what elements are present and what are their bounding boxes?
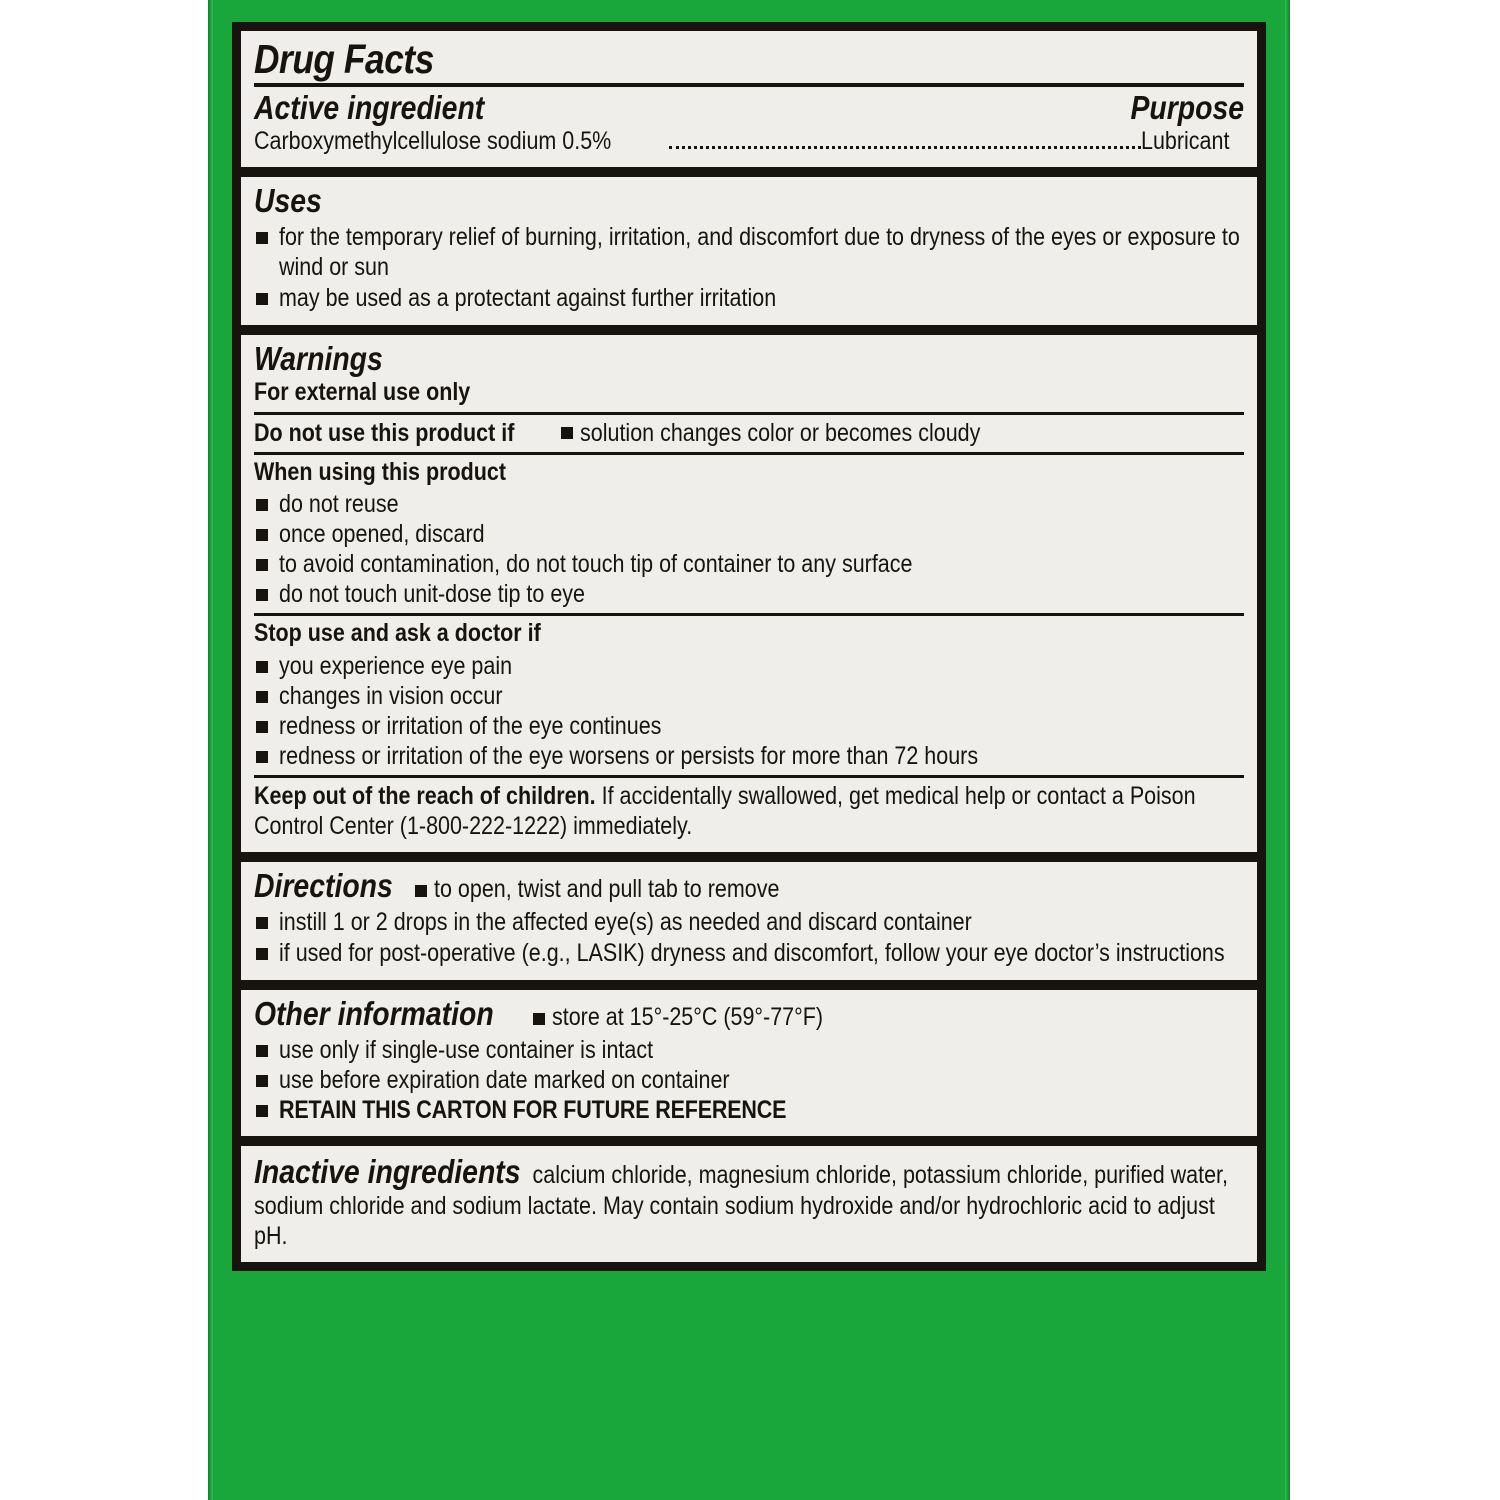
when-using-item xyxy=(254,489,1244,519)
other-information-item-text: use before expiration date marked on container xyxy=(279,1065,730,1094)
stop-use-item-text: you experience eye pain xyxy=(279,651,513,680)
keep-out-of-reach xyxy=(254,781,1244,841)
directions-list xyxy=(254,907,1244,968)
stop-use-item-text: changes in vision occur xyxy=(279,681,503,710)
retain-carton-text: RETAIN THIS CARTON FOR FUTURE REFERENCE xyxy=(279,1095,787,1124)
other-information-list xyxy=(254,1035,1244,1125)
panel-other-information xyxy=(241,990,1257,1136)
other-information-item xyxy=(254,1065,1244,1095)
uses-heading: Uses xyxy=(254,182,322,220)
active-ingredient-name: Carboxymethylcellulose sodium 0.5% xyxy=(254,127,612,156)
when-using-item-text: do not reuse xyxy=(279,490,399,519)
stop-use-item xyxy=(254,681,1244,711)
external-use-only: For external use only xyxy=(254,378,471,407)
product-carton xyxy=(208,0,1290,1500)
do-not-use-label: Do not use this product if xyxy=(254,418,515,447)
panel-directions xyxy=(241,862,1257,980)
keep-out-bold-lead: Keep out of the reach of children. xyxy=(254,781,596,810)
uses-item xyxy=(254,283,1244,313)
bullet-icon xyxy=(415,885,427,897)
bullet-icon xyxy=(561,427,573,439)
warnings-divider-2 xyxy=(254,452,1244,455)
active-ingredient-row xyxy=(254,127,1244,156)
keep-out-text: If accidentally swallowed, get medical help or contact a Poison Control Center (1-800-222-1222) immediately. xyxy=(254,781,1196,840)
stop-use-item-text: redness or irritation of the eye worsens or persists for more than 72 hours xyxy=(279,741,979,770)
uses-item-text: may be used as a protectant against further irritation xyxy=(279,284,777,313)
when-using-item-text: to avoid contamination, do not touch tip of container to any surface xyxy=(279,550,913,579)
stop-use-item xyxy=(254,651,1244,681)
when-using-item xyxy=(254,519,1244,549)
retain-carton-item xyxy=(254,1095,1244,1125)
other-information-item xyxy=(254,1035,1244,1065)
other-information-first-item: store at 15°-25°C (59°-77°F) xyxy=(551,1002,823,1031)
active-ingredient-purpose: Lubricant xyxy=(1141,127,1230,156)
when-using-item-text: once opened, discard xyxy=(279,520,485,549)
uses-list xyxy=(254,222,1244,313)
when-using-label: When using this product xyxy=(254,457,507,486)
stop-use-item xyxy=(254,711,1244,741)
uses-item-text: for the temporary relief of burning, irritation, and discomfort due to dryness of the eyes or exposure to wind or sun xyxy=(279,223,1240,282)
when-using-item xyxy=(254,579,1244,609)
title-divider xyxy=(254,83,1244,87)
other-information-heading: Other information xyxy=(254,994,494,1032)
purpose-heading: Purpose xyxy=(1130,89,1244,127)
directions-item xyxy=(254,907,1244,937)
when-using-list xyxy=(254,489,1244,609)
warnings-divider-1 xyxy=(254,412,1244,415)
do-not-use-item: solution changes color or becomes cloudy xyxy=(579,418,981,447)
warnings-divider-4 xyxy=(254,775,1244,778)
directions-item-text: if used for post-operative (e.g., LASIK) dryness and discomfort, follow your eye doctor’s instructions xyxy=(279,938,1225,967)
do-not-use-row xyxy=(254,418,1244,448)
directions-item xyxy=(254,938,1244,968)
directions-heading-row xyxy=(254,868,1244,905)
panel-warnings xyxy=(241,335,1257,851)
stop-use-list xyxy=(254,651,1244,771)
directions-first-item: to open, twist and pull tab to remove xyxy=(434,874,780,903)
stop-use-label: Stop use and ask a doctor if xyxy=(254,619,541,648)
inactive-ingredients-text: calcium chloride, magnesium chloride, potassium chloride, purified water, sodium chloride and sodium lactate. May contain sodium hydroxide and/or hydrochloric acid to adjust pH. xyxy=(254,1160,1229,1251)
inactive-ingredients-heading: Inactive ingredients xyxy=(254,1152,521,1190)
panel-inactive-ingredients xyxy=(241,1146,1257,1263)
bullet-icon xyxy=(533,1013,545,1025)
warnings-divider-3 xyxy=(254,613,1244,616)
panel-uses xyxy=(241,177,1257,325)
active-ingredient-heading-row xyxy=(254,90,1244,127)
drug-facts-title: Drug Facts xyxy=(254,36,434,82)
other-information-heading-row xyxy=(254,996,1244,1033)
other-information-item-text: use only if single-use container is intact xyxy=(279,1035,654,1064)
stop-use-item xyxy=(254,741,1244,771)
stop-use-item-text: redness or irritation of the eye continues xyxy=(279,711,662,740)
panel-title-active-ingredient xyxy=(241,31,1257,167)
inactive-ingredients-block xyxy=(254,1152,1244,1252)
when-using-item-text: do not touch unit-dose tip to eye xyxy=(279,580,585,609)
directions-heading: Directions xyxy=(254,866,393,904)
directions-item-text: instill 1 or 2 drops in the affected eye(s) as needed and discard container xyxy=(279,907,972,936)
when-using-item xyxy=(254,549,1244,579)
active-ingredient-heading: Active ingredient xyxy=(254,89,485,127)
warnings-heading: Warnings xyxy=(254,340,383,378)
uses-item xyxy=(254,222,1244,282)
dot-leader xyxy=(669,145,1141,149)
drug-facts-label xyxy=(232,22,1266,1271)
